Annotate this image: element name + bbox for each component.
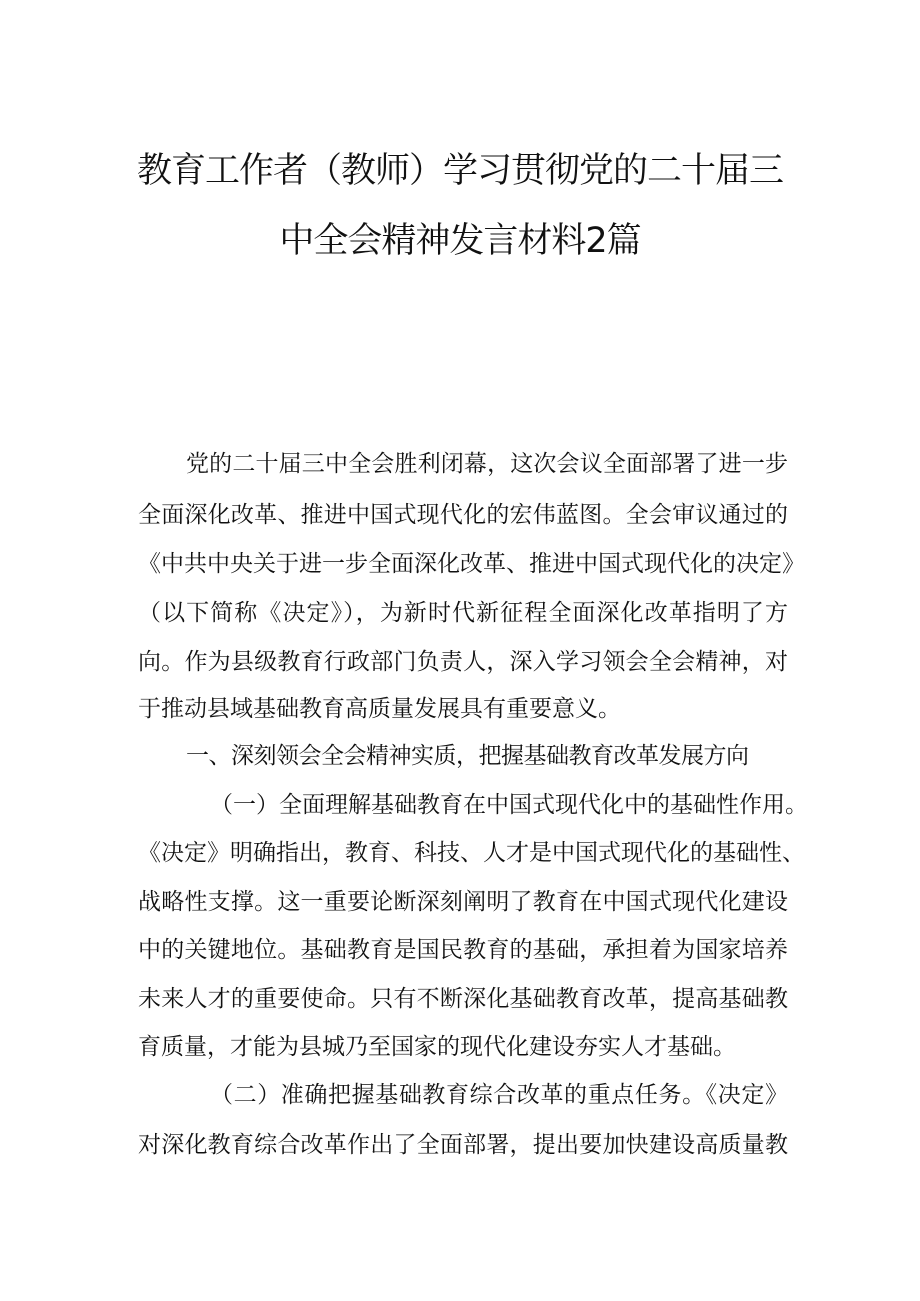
- document-title-line-2: 中全会精神发言材料2篇: [279, 221, 641, 261]
- sub2-line-1: （二）准确把握基础教育综合改革的重点任务。《决定》: [210, 1082, 788, 1108]
- sub1-line-4: 中的关键地位。基础教育是国民教育的基础，承担着为国家培养: [138, 937, 788, 963]
- sub1-line-2: 《决定》明确指出，教育、科技、人才是中国式现代化的基础性、: [138, 840, 805, 866]
- sub1-line-3: 战略性支撑。这一重要论断深刻阐明了教育在中国式现代化建设: [138, 889, 788, 915]
- intro-line-6: 于推动县域基础教育高质量发展具有重要意义。: [138, 696, 621, 722]
- intro-line-3: 《中共中央关于进一步全面深化改革、推进中国式现代化的决定》: [138, 551, 805, 577]
- sub1-line-5: 未来人才的重要使命。只有不断深化基础教育改革，提高基础教: [138, 986, 788, 1012]
- intro-line-2: 全面深化改革、推进中国式现代化的宏伟蓝图。全会审议通过的: [138, 502, 788, 528]
- document-title-line-1: 教育工作者（教师）学习贯彻党的二十届三: [136, 151, 783, 191]
- intro-line-4: （以下简称《决定》），为新时代新征程全面深化改革指明了方: [138, 600, 788, 626]
- intro-line-5: 向。作为县级教育行政部门负责人，深入学习领会全会精神，对: [138, 649, 788, 675]
- sub2-line-2: 对深化教育综合改革作出了全面部署，提出要加快建设高质量教: [138, 1132, 788, 1158]
- section-heading: 一、深刻领会全会精神实质，把握基础教育改革发展方向: [186, 743, 749, 769]
- sub1-line-1: （一）全面理解基础教育在中国式现代化中的基础性作用。: [210, 792, 808, 818]
- sub1-line-6: 育质量，才能为县城乃至国家的现代化建设夯实人才基础。: [138, 1034, 736, 1060]
- intro-line-1: 党的二十届三中全会胜利闭幕，这次会议全面部署了进一步: [186, 451, 788, 477]
